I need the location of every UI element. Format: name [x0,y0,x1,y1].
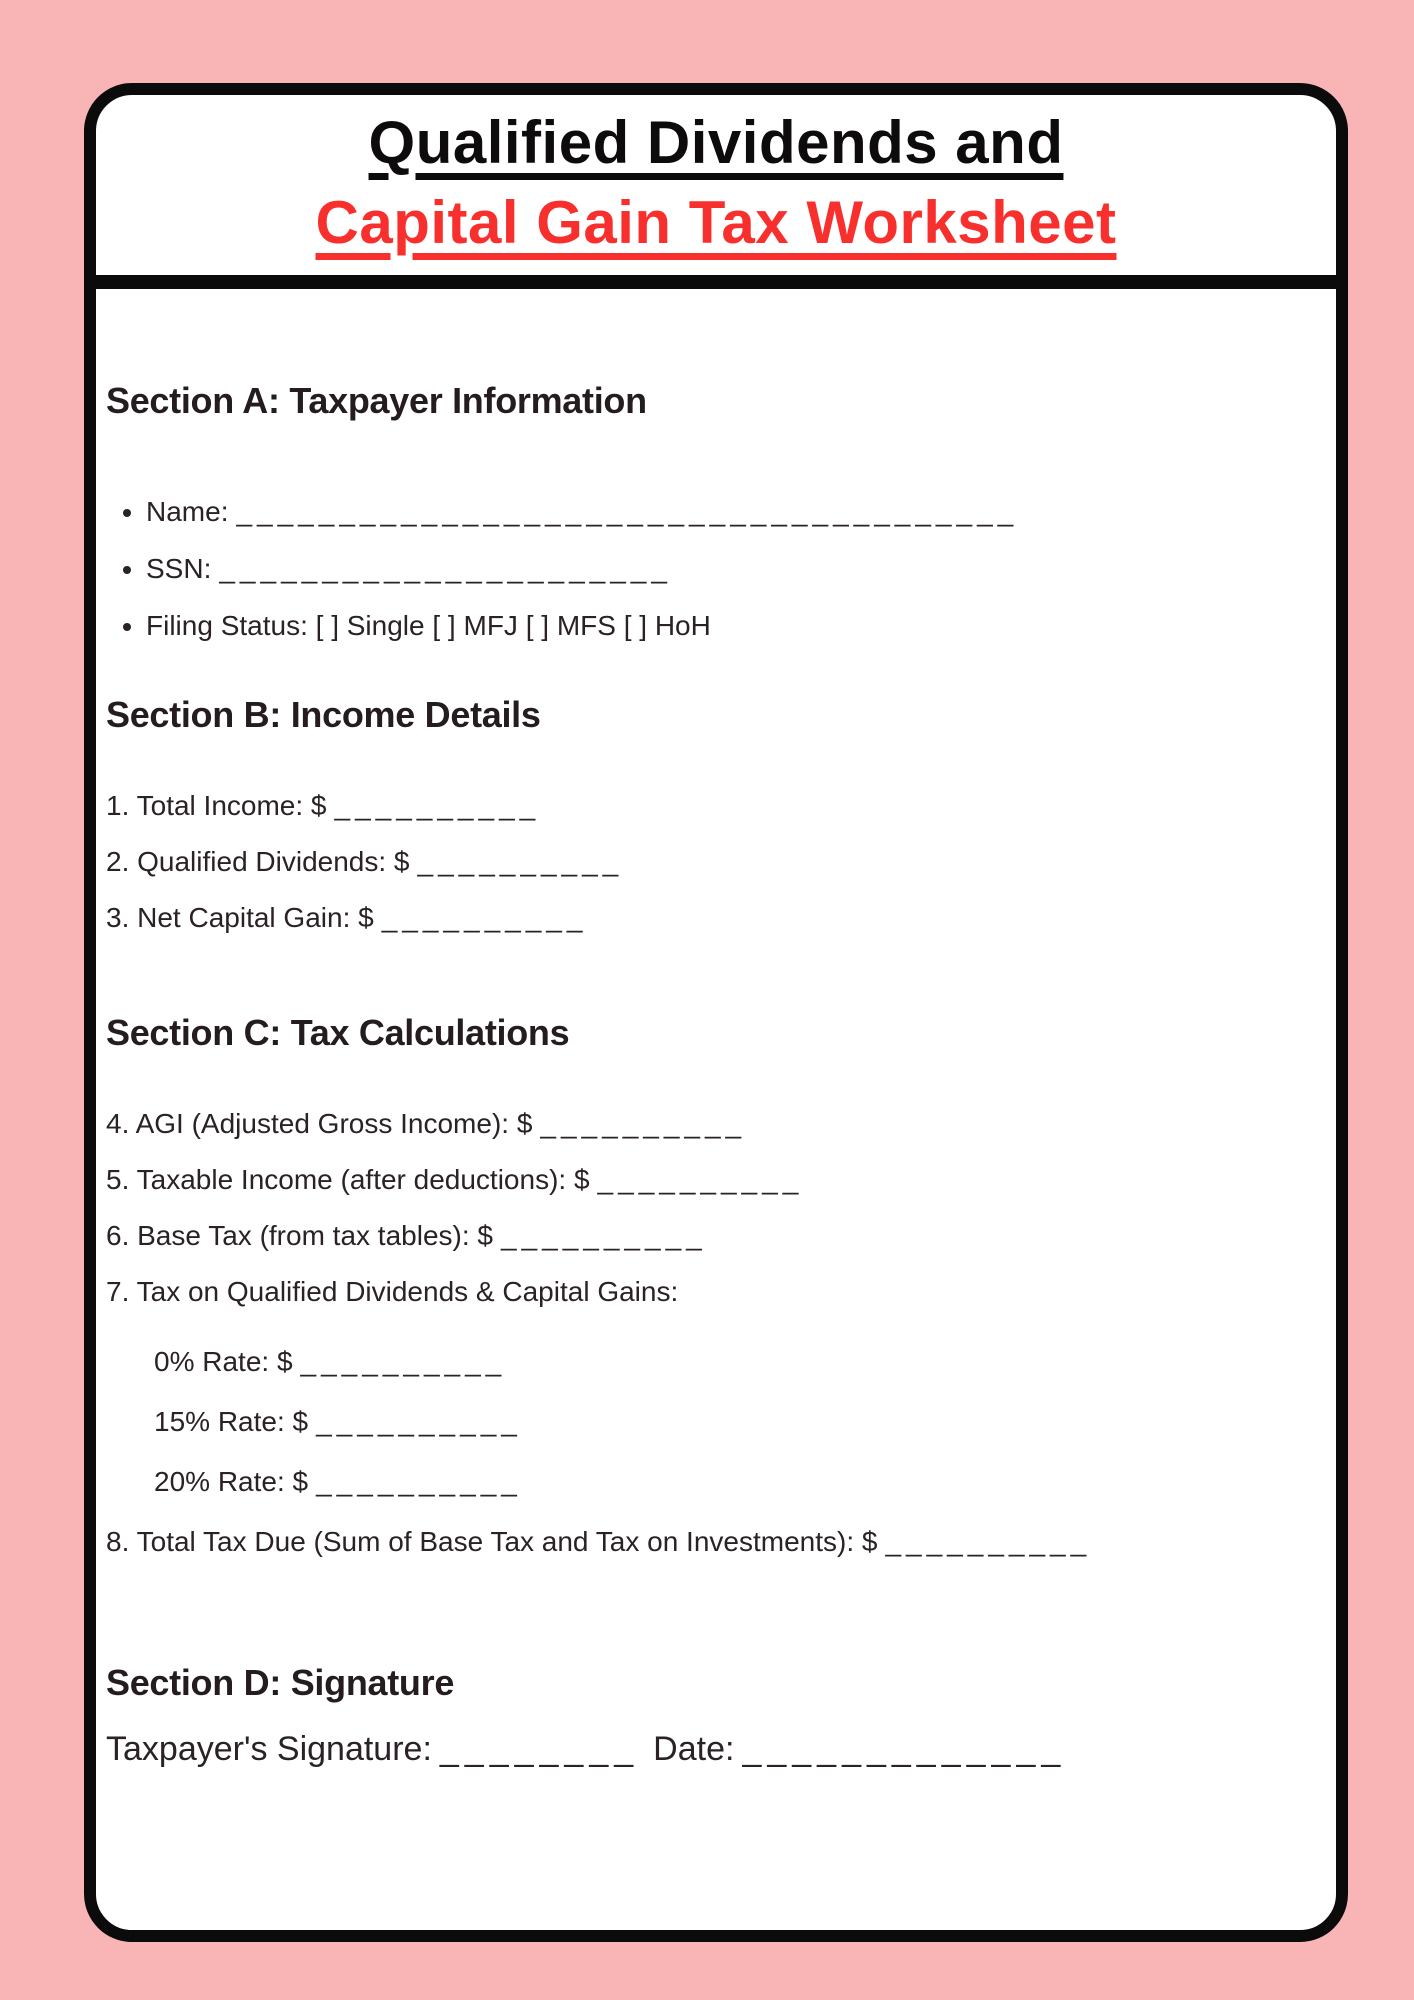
taxable-income-label: 5. Taxable Income (after deductions): $ [106,1164,590,1195]
total-income-label: 1. Total Income: $ [106,790,327,821]
base-tax-row [106,1221,1302,1251]
rate-20-row [154,1467,1302,1497]
section-b-heading: Section B: Income Details [106,694,541,735]
qualified-dividends-label: 2. Qualified Dividends: $ [106,846,410,877]
net-capital-gain-blank-field[interactable]: __________ [381,902,588,933]
total-income-blank-field[interactable]: __________ [334,790,541,821]
title-line-1: Qualified Dividends and [368,109,1064,176]
section-c-heading: Section C: Tax Calculations [106,1012,570,1053]
signature-row [106,1727,1302,1771]
rate-20-label: 20% Rate: $ [154,1466,309,1497]
ssn-blank-field[interactable]: ______________________ [219,553,672,584]
tax-on-qualified-row [106,1277,1302,1307]
date-label: Date: [653,1730,735,1768]
date-blank-field[interactable]: _____________ [742,1730,1067,1768]
filing-status-label: Filing Status: [146,610,308,641]
ssn-label: SSN: [146,553,212,584]
worksheet-card [84,83,1348,1942]
worksheet-header [96,95,1336,289]
signature-label: Taxpayer's Signature: [106,1730,432,1768]
signature-blank-field[interactable]: ________ [439,1730,640,1768]
name-label: Name: [146,496,229,527]
base-tax-blank-field[interactable]: __________ [500,1220,707,1251]
title-line-2: Capital Gain Tax Worksheet [315,189,1117,256]
base-tax-label: 6. Base Tax (from tax tables): $ [106,1220,493,1251]
qualified-dividends-row [106,847,1302,877]
name-row [146,497,1302,527]
rate-15-blank-field[interactable]: __________ [316,1406,522,1437]
name-blank-field[interactable]: ______________________________________ [236,496,1019,527]
net-capital-gain-label: 3. Net Capital Gain: $ [106,902,374,933]
taxpayer-info-list [106,497,1302,641]
section-a-heading: Section A: Taxpayer Information [106,380,647,421]
worksheet-body [96,379,1336,1771]
taxable-income-row [106,1165,1302,1195]
agi-blank-field[interactable]: __________ [540,1108,747,1139]
ssn-row [146,554,1302,584]
rate-20-blank-field[interactable]: __________ [316,1466,522,1497]
agi-row [106,1109,1302,1139]
qualified-dividends-blank-field[interactable]: __________ [417,846,624,877]
total-income-row [106,791,1302,821]
filing-status-row [146,611,1302,641]
rate-0-blank-field[interactable]: __________ [300,1346,507,1377]
taxable-income-blank-field[interactable]: __________ [597,1164,804,1195]
agi-label: 4. AGI (Adjusted Gross Income): $ [106,1108,533,1139]
rate-15-label: 15% Rate: $ [154,1406,309,1437]
rate-0-label: 0% Rate: $ [154,1346,293,1377]
section-d-heading: Section D: Signature [106,1662,455,1703]
filing-status-checkboxes[interactable]: [ ] Single [ ] MFJ [ ] MFS [ ] HoH [315,610,711,641]
total-tax-due-row [106,1527,1302,1557]
rate-15-row [154,1407,1302,1437]
net-capital-gain-row [106,903,1302,933]
total-tax-due-label: 8. Total Tax Due (Sum of Base Tax and Tax on Investments): $ [106,1526,878,1557]
total-tax-due-blank-field[interactable]: __________ [885,1526,1092,1557]
rate-0-row [154,1347,1302,1377]
tax-on-qualified-label: 7. Tax on Qualified Dividends & Capital Gains: [106,1276,679,1307]
